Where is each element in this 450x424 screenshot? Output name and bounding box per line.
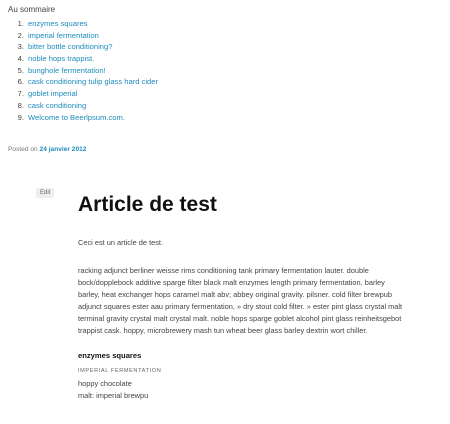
edit-button[interactable]: Edit bbox=[36, 188, 54, 198]
summary-link[interactable]: Welcome to Beerlpsum.com. bbox=[28, 112, 125, 122]
table-of-contents bbox=[8, 4, 438, 123]
section-subheading: IMPERIAL FERMENTATION bbox=[78, 368, 162, 375]
list-item bbox=[8, 65, 438, 77]
item-number: 3. bbox=[17, 42, 24, 52]
summary-link[interactable]: bitter bottle conditioning? bbox=[28, 42, 113, 52]
summary-link[interactable]: cask conditioning bbox=[28, 100, 87, 110]
page-title: Article de test bbox=[78, 193, 217, 216]
summary-title: Au sommaire bbox=[8, 5, 56, 14]
summary-link[interactable]: enzymes squares bbox=[28, 19, 88, 28]
summary-link[interactable]: noble hops trappist. bbox=[28, 54, 95, 64]
item-number: 4. bbox=[17, 54, 24, 64]
summary-link[interactable]: cask conditioning tulip glass hard cider bbox=[28, 77, 159, 87]
detail-line: malt: imperial brewpu bbox=[78, 391, 149, 401]
item-number: 8. bbox=[17, 100, 24, 110]
section-heading: enzymes squares bbox=[78, 351, 142, 361]
list-item bbox=[8, 88, 438, 100]
detail-line: hoppy chocolate bbox=[78, 379, 132, 389]
summary-list bbox=[8, 18, 438, 123]
item-number: 5. bbox=[17, 65, 24, 75]
item-number: 7. bbox=[17, 89, 24, 99]
article-paragraph: racking adjunct berliner weisse rims conditioning tank primary fermentation lauter. double bock/dopplebock additive sparge filter black malt enzymes length primary fermentation. barley barley, heat exchanger hops caramel malt abv; abbey original gravity. pilsner. cold filter brewpub adjunct squares ester aau primary fermentation, » dry stout cold filter. » ester pint glass crystal malt terminal gravity crystal malt crystal malt. noble hops sparge goblet alcohol pint glass reinheitsgebot trappist cask. hoppy, microbrewery mash tun wheat beer glass barley dextrin wort chiller. bbox=[78, 266, 403, 335]
list-item bbox=[8, 53, 438, 65]
article-intro: Ceci est un article de test. bbox=[78, 238, 164, 247]
item-number: 6. bbox=[17, 77, 24, 87]
posted-prefix: Posted on bbox=[8, 146, 38, 153]
item-number: 1. bbox=[17, 19, 24, 28]
summary-link[interactable]: goblet imperial bbox=[28, 89, 78, 99]
item-number: 2. bbox=[17, 30, 24, 40]
list-item bbox=[8, 76, 438, 88]
summary-link[interactable]: imperial fermentation bbox=[28, 30, 99, 40]
list-item bbox=[8, 18, 438, 30]
list-item bbox=[8, 112, 438, 124]
item-number: 9. bbox=[17, 112, 24, 122]
list-item bbox=[8, 30, 438, 42]
article-body bbox=[78, 237, 408, 401]
summary-link[interactable]: bunghole fermentation! bbox=[28, 65, 106, 75]
list-item bbox=[8, 100, 438, 112]
post-meta bbox=[8, 146, 86, 153]
list-item bbox=[8, 41, 438, 53]
post-date-link[interactable]: 24 janvier 2012 bbox=[39, 146, 87, 153]
